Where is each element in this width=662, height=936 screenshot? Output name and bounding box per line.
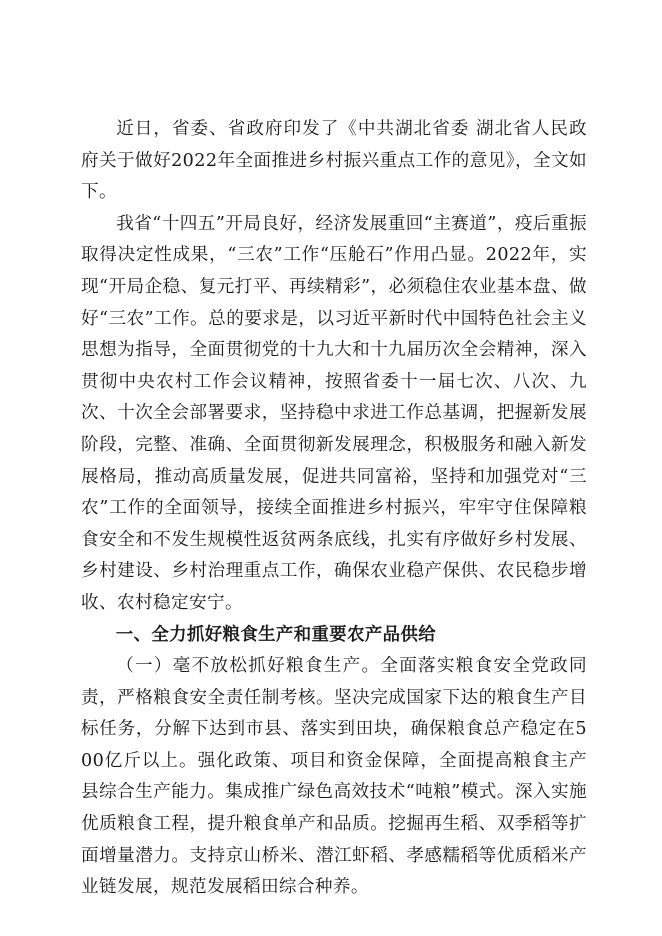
document-body (81, 114, 587, 904)
general-requirements-paragraph: 我省“十四五”开局良好，经济发展重回“主赛道”，疫后重振取得决定性成果，“三农”工作“压舱石”作用凸显。2022年，实现“开局企稳、复元打平、再续精彩”，必须稳住农业基本盘、做好“三农”工作。总的要求是，以习近平新时代中国特色社会主义思想为指导，全面贯彻党的十九大和十九届历次全会精神，深入贯彻中央农村工作会议精神，按照省委十一届七次、八次、九次、十次全会部署要求，坚持稳中求进工作总基调，把握新发展阶段，完整、准确、全面贯彻新发展理念，积极服务和融入新发展格局，推动高质量发展，促进共同富裕，坚持和加强党对“三农”工作的全面领导，接续全面推进乡村振兴，牢牢守住保障粮食安全和不发生规模性返贫两条底线，扎实有序做好乡村发展、乡村建设、乡村治理重点工作，确保农业稳产保供、农民稳步增收、农村稳定安宁。 (81, 213, 587, 613)
section-heading: 一、全力抓好粮食生产和重要农产品供给 (115, 624, 437, 645)
intro-paragraph: 近日，省委、省政府印发了《中共湖北省委 湖北省人民政府关于做好2022年全面推进乡村振兴重点工作的意见》，全文如下。 (81, 119, 587, 203)
grain-production-paragraph: （一）毫不放松抓好粮食生产。全面落实粮食安全党政同责，严格粮食安全责任制考核。坚决完成国家下达的粮食生产目标任务，分解下达到市县、落实到田块，确保粮食总产稳定在500亿斤以上。强化政策、项目和资金保障，全面提高粮食主产县综合生产能力。集成推广绿色高效技术“吨粮”模式。深入实施优质粮食工程，提升粮食单产和品质。挖掘再生稻、双季稻等扩面增量潜力。支持京山桥米、潜江虾稻、孝感糯稻等优质稻米产业链发展，规范发展稻田综合种养。 (81, 656, 587, 898)
